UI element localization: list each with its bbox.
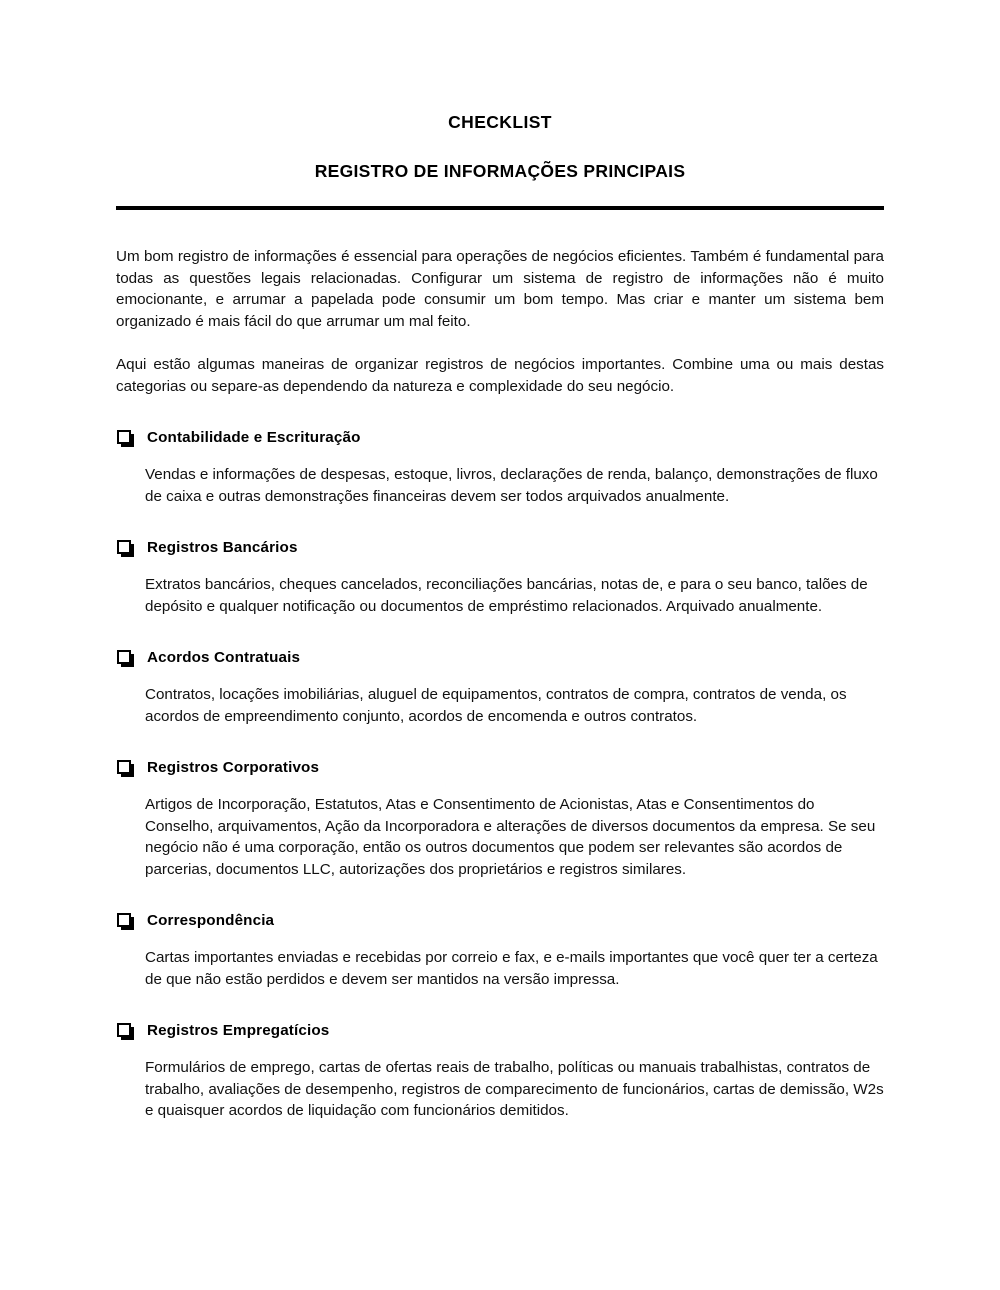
checklist-item [116, 507, 884, 617]
checklist-item-title: Correspondência [147, 912, 275, 929]
checklist-item-body: Contratos, locações imobiliárias, aluguel de equipamentos, contratos de compra, contratos de venda, os acordos de empreendimento conjunto, acordos de encomenda e outros contratos. [145, 686, 847, 725]
empty-checkbox-icon[interactable] [117, 760, 134, 777]
checklist-item-title: Contabilidade e Escrituração [147, 429, 361, 446]
document-content [116, 0, 884, 1122]
checklist-item [116, 617, 884, 727]
empty-checkbox-icon[interactable] [117, 540, 134, 557]
checklist-item-header[interactable] [116, 758, 884, 778]
checklist-item-header[interactable] [116, 538, 884, 558]
empty-checkbox-icon[interactable] [117, 913, 134, 930]
page-title: CHECKLIST [448, 112, 552, 132]
checklist-item [116, 990, 884, 1122]
empty-checkbox-icon[interactable] [117, 430, 134, 447]
checklist-item-header[interactable] [116, 428, 884, 448]
checklist-item-header[interactable] [116, 911, 884, 931]
checklist-item [116, 397, 884, 507]
checklist-item-body: Vendas e informações de despesas, estoque, livros, declarações de renda, balanço, demonstrações de fluxo de caixa e outras demonstrações financeiras devem ser todos arquivados anualmente. [145, 466, 878, 505]
empty-checkbox-icon[interactable] [117, 1023, 134, 1040]
document-header [116, 0, 884, 182]
checklist-item-header[interactable] [116, 1021, 884, 1041]
checklist-item-body: Cartas importantes enviadas e recebidas por correio e fax, e e-mails importantes que você quer ter a certeza de que não estão perdidos e devem ser mantidos na versão impressa. [145, 949, 878, 988]
checklist-item-title: Registros Bancários [147, 539, 298, 556]
checklist-item [116, 880, 884, 990]
empty-checkbox-icon[interactable] [117, 650, 134, 667]
checklist-item-body: Formulários de emprego, cartas de ofertas reais de trabalho, políticas ou manuais trabalhistas, contratos de trabalho, avaliações de desempenho, registros de comparecimento de funcionários, cartas de demissão, W2s e quaisquer acordos de liquidação com funcionários demitidos. [145, 1059, 884, 1119]
checklist-item-title: Acordos Contratuais [147, 649, 301, 666]
checklist-item-header[interactable] [116, 648, 884, 668]
checklist-item-title: Registros Corporativos [147, 759, 320, 776]
intro-paragraph-1: Um bom registro de informações é essencial para operações de negócios eficientes. Também é fundamental para todas as questões legais relacionadas. Configurar um sistema de registro de informações não é muito emocionante, e arrumar a papelada pode consumir um bom tempo. Mas criar e manter um sistema bem organizado é mais fácil do que arrumar um mal feito. [116, 248, 884, 330]
checklist-item-title: Registros Empregatícios [147, 1022, 330, 1039]
page-subtitle: REGISTRO DE INFORMAÇÕES PRINCIPAIS [314, 161, 686, 181]
checklist-item-body: Artigos de Incorporação, Estatutos, Atas e Consentimento de Acionistas, Atas e Consentimentos do Conselho, arquivamentos, Ação da Incorporadora e alterações de diversos documentos da empresa. Se seu negócio não é uma corporação, então os outros documentos que podem ser relevantes são acordos de parcerias, documentos LLC, autorizações dos proprietários e registros similares. [145, 796, 876, 878]
intro-paragraph-2: Aqui estão algumas maneiras de organizar registros de negócios importantes. Combine uma ou mais destas categorias ou separe-as dependendo da natureza e complexidade do seu negócio. [116, 356, 884, 395]
checklist-item-body: Extratos bancários, cheques cancelados, reconciliações bancárias, notas de, e para o seu banco, talões de depósito e qualquer notificação ou documentos de empréstimo relacionados. Arquivado anualmente. [145, 576, 868, 615]
checklist-item [116, 727, 884, 880]
checklist-sections [116, 397, 884, 1122]
